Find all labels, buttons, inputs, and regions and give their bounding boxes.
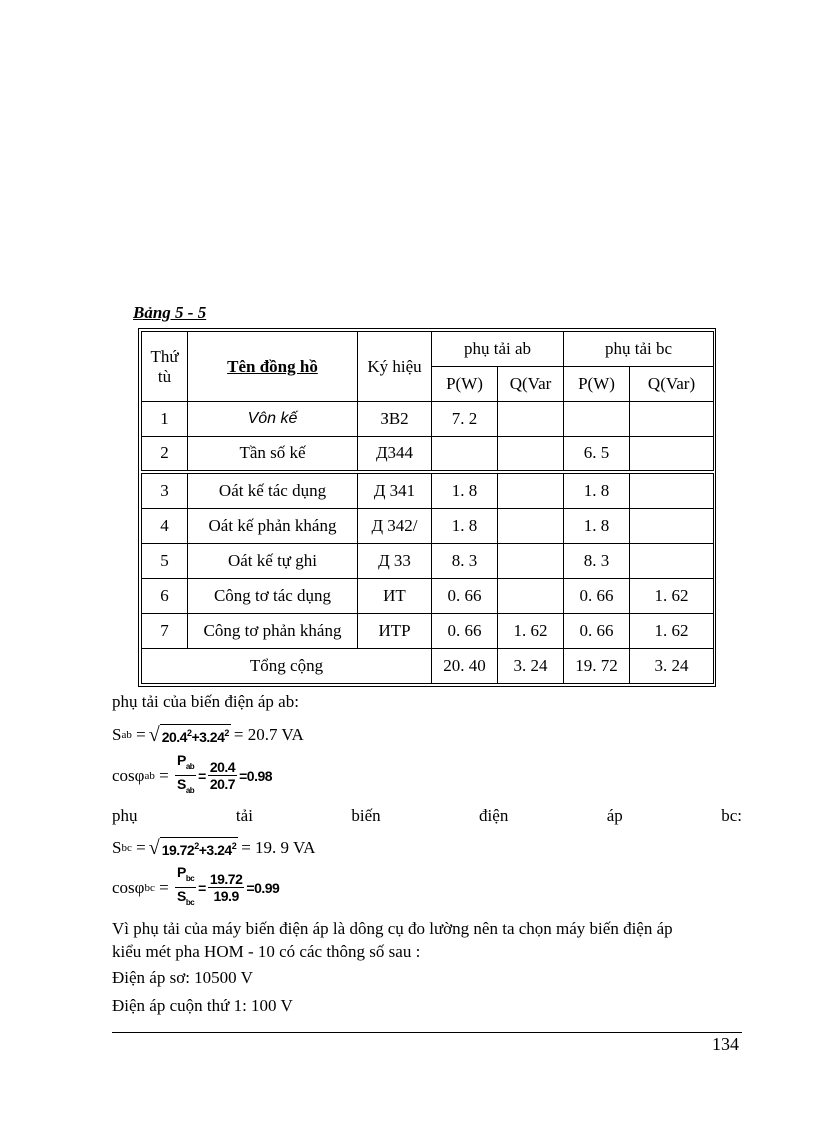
cos-bc-s: S bbox=[176, 888, 186, 904]
header-group-ab: phụ tải ab bbox=[432, 332, 564, 367]
s-bc-lhs: S bbox=[112, 837, 122, 857]
row-index: 4 bbox=[142, 509, 188, 544]
equals-sign: = bbox=[239, 767, 247, 784]
row-q-bc bbox=[630, 402, 714, 437]
s-bc-sub: bc bbox=[121, 841, 132, 854]
equals-sign: = bbox=[131, 837, 146, 857]
equals-sign: = bbox=[198, 767, 206, 784]
row-name: Vôn kế bbox=[188, 402, 358, 437]
cos-ab-s: S bbox=[176, 776, 186, 792]
sqrt-icon: √ bbox=[148, 836, 160, 859]
row-p-bc: 1. 8 bbox=[564, 509, 630, 544]
row-symbol: ЗВ2 bbox=[358, 402, 432, 437]
row-index: 6 bbox=[142, 579, 188, 614]
s-bc-equation bbox=[112, 837, 315, 858]
header-p-bc: P(W) bbox=[564, 367, 630, 402]
equals-sign: = bbox=[131, 724, 146, 744]
s-ab-result: = 20.7 VA bbox=[233, 724, 304, 744]
row-p-bc bbox=[564, 402, 630, 437]
row-symbol: ИТ bbox=[358, 579, 432, 614]
table-row bbox=[142, 509, 714, 544]
row-index: 7 bbox=[142, 614, 188, 649]
bc-intro-word: biến bbox=[351, 806, 381, 825]
sqrt-icon: √ bbox=[148, 723, 160, 746]
cos-ab-result: 0.98 bbox=[246, 767, 273, 784]
cos-bc-equation bbox=[112, 864, 279, 911]
total-row bbox=[142, 649, 714, 684]
s-ab-radicand bbox=[160, 724, 231, 745]
paragraph-line-2: kiểu mét pha HOM - 10 có các thông số sau : bbox=[112, 942, 421, 961]
equals-sign: = bbox=[246, 879, 255, 896]
row-q-bc bbox=[630, 472, 714, 509]
header-symbol: Ký hiệu bbox=[358, 332, 432, 402]
row-p-bc: 1. 8 bbox=[564, 472, 630, 509]
bc-intro-word: tải bbox=[235, 806, 253, 825]
s-bc-exp: 2 bbox=[231, 841, 237, 851]
table-row bbox=[142, 472, 714, 509]
row-q-ab bbox=[498, 579, 564, 614]
bc-intro-word: bc: bbox=[721, 806, 742, 825]
row-p-ab bbox=[432, 437, 498, 472]
primary-voltage: Điện áp sơ: 10500 V bbox=[112, 968, 253, 987]
cos-ab-lhs: cosφ bbox=[112, 765, 145, 785]
cos-ab-den: 20.7 bbox=[209, 776, 236, 792]
header-name: Tên đồng hồ bbox=[188, 332, 358, 402]
row-p-ab: 8. 3 bbox=[432, 544, 498, 579]
table-row bbox=[142, 402, 714, 437]
cos-ab-sub: ab bbox=[144, 769, 155, 782]
cos-ab-p: P bbox=[176, 752, 186, 768]
row-q-ab bbox=[498, 509, 564, 544]
row-symbol: Д 33 bbox=[358, 544, 432, 579]
s-ab-radical bbox=[149, 724, 231, 745]
row-p-bc: 8. 3 bbox=[564, 544, 630, 579]
header-index-line2: tù bbox=[157, 366, 172, 386]
cos-ab-s-sub: ab bbox=[185, 786, 195, 795]
cos-bc-ratio bbox=[175, 864, 196, 911]
row-q-ab: 1. 62 bbox=[498, 614, 564, 649]
equals-sign: = bbox=[154, 765, 173, 785]
row-q-ab bbox=[498, 544, 564, 579]
s-ab-equation bbox=[112, 724, 304, 745]
cos-bc-num: 19.72 bbox=[209, 871, 243, 887]
row-symbol: Д344 bbox=[358, 437, 432, 472]
cos-bc-lhs: cosφ bbox=[112, 877, 145, 897]
s-bc-result: = 19. 9 VA bbox=[241, 837, 316, 857]
instrument-grid bbox=[141, 331, 714, 684]
row-p-ab: 1. 8 bbox=[432, 472, 498, 509]
table-row bbox=[142, 437, 714, 472]
cos-bc-result: 0.99 bbox=[254, 879, 280, 896]
table-row bbox=[142, 579, 714, 614]
row-index: 2 bbox=[142, 437, 188, 472]
row-p-bc: 6. 5 bbox=[564, 437, 630, 472]
row-q-bc: 1. 62 bbox=[630, 614, 714, 649]
instrument-table bbox=[138, 328, 716, 687]
row-q-bc bbox=[630, 544, 714, 579]
row-p-ab: 1. 8 bbox=[432, 509, 498, 544]
row-q-ab bbox=[498, 437, 564, 472]
s-ab-exp: 2 bbox=[186, 728, 192, 738]
s-bc-term-b: +3.24 bbox=[198, 842, 232, 858]
row-symbol: Д 341 bbox=[358, 472, 432, 509]
bc-intro-word: điện bbox=[479, 806, 509, 825]
header-index-line1: Thứ bbox=[150, 346, 179, 366]
cos-ab-p-sub: ab bbox=[185, 762, 195, 771]
cos-bc-s-sub: bc bbox=[185, 898, 195, 907]
row-index: 1 bbox=[142, 402, 188, 437]
row-name: Tần số kế bbox=[188, 437, 358, 472]
header-p-ab: P(W) bbox=[432, 367, 498, 402]
row-index: 3 bbox=[142, 472, 188, 509]
header-q-bc: Q(Var) bbox=[630, 367, 714, 402]
bc-intro bbox=[112, 806, 742, 826]
s-bc-radicand bbox=[160, 837, 239, 858]
s-ab-term-a: 20.4 bbox=[161, 729, 187, 745]
cos-ab-values bbox=[208, 759, 237, 792]
cos-bc-p-sub: bc bbox=[185, 874, 195, 883]
cos-ab-equation bbox=[112, 752, 272, 799]
cos-ab-ratio bbox=[175, 752, 196, 799]
row-q-ab bbox=[498, 402, 564, 437]
row-q-ab bbox=[498, 472, 564, 509]
total-q-ab: 3. 24 bbox=[498, 649, 564, 684]
cos-bc-den: 19.9 bbox=[213, 888, 239, 904]
paragraph-line-1: Vì phụ tải của máy biến điện áp là dông cụ đo lường nên ta chọn máy biến điện áp bbox=[112, 919, 673, 938]
row-q-bc bbox=[630, 437, 714, 472]
s-ab-exp: 2 bbox=[224, 728, 229, 738]
total-q-bc: 3. 24 bbox=[630, 649, 714, 684]
s-bc-exp: 2 bbox=[194, 841, 199, 851]
table-row bbox=[142, 544, 714, 579]
footer-rule bbox=[112, 1032, 742, 1033]
row-name: Oát kế phản kháng bbox=[188, 509, 358, 544]
bc-intro-word: phụ bbox=[112, 806, 138, 825]
header-index bbox=[142, 332, 188, 402]
cos-ab-num: 20.4 bbox=[209, 759, 236, 775]
table-caption: Bảng 5 - 5 bbox=[133, 303, 207, 322]
s-ab-term-b: +3.24 bbox=[191, 729, 225, 745]
row-symbol: ИТР bbox=[358, 614, 432, 649]
equals-sign: = bbox=[154, 877, 173, 897]
row-q-bc bbox=[630, 509, 714, 544]
row-q-bc: 1. 62 bbox=[630, 579, 714, 614]
bc-intro-word: áp bbox=[606, 806, 623, 825]
total-label: Tổng cộng bbox=[142, 649, 432, 684]
row-name: Oát kế tự ghi bbox=[188, 544, 358, 579]
total-p-bc: 19. 72 bbox=[564, 649, 630, 684]
cos-bc-sub: bc bbox=[144, 881, 155, 894]
secondary-voltage: Điện áp cuộn thứ 1: 100 V bbox=[112, 996, 293, 1015]
total-p-ab: 20. 40 bbox=[432, 649, 498, 684]
row-p-ab: 0. 66 bbox=[432, 579, 498, 614]
cos-bc-p: P bbox=[176, 864, 186, 880]
equals-sign: = bbox=[198, 879, 206, 896]
row-p-bc: 0. 66 bbox=[564, 579, 630, 614]
s-bc-term-a: 19.72 bbox=[161, 842, 195, 858]
ab-intro: phụ tải của biến điện áp ab: bbox=[112, 692, 299, 711]
s-ab-sub: ab bbox=[121, 728, 132, 741]
header-q-ab: Q(Var bbox=[498, 367, 564, 402]
row-name: Công tơ phản kháng bbox=[188, 614, 358, 649]
page-number: 134 bbox=[712, 1034, 739, 1054]
table-row bbox=[142, 614, 714, 649]
header-group-bc: phụ tải bc bbox=[564, 332, 714, 367]
row-symbol: Д 342/ bbox=[358, 509, 432, 544]
s-bc-radical bbox=[149, 837, 239, 858]
row-index: 5 bbox=[142, 544, 188, 579]
row-p-ab: 0. 66 bbox=[432, 614, 498, 649]
row-p-ab: 7. 2 bbox=[432, 402, 498, 437]
s-ab-lhs: S bbox=[112, 724, 122, 744]
row-p-bc: 0. 66 bbox=[564, 614, 630, 649]
row-name: Oát kế tác dụng bbox=[188, 472, 358, 509]
cos-bc-values bbox=[208, 871, 245, 904]
row-name: Công tơ tác dụng bbox=[188, 579, 358, 614]
